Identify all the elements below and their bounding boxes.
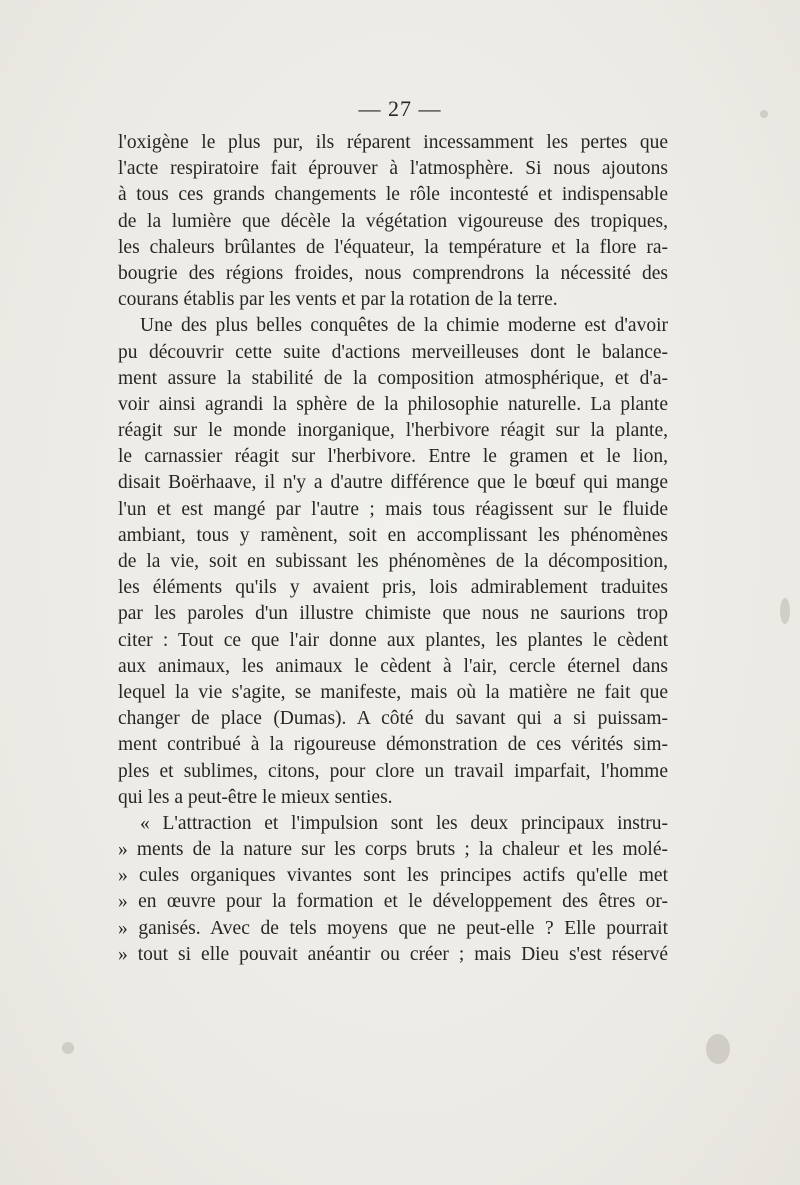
text-line: changer de place (Dumas). A côté du savant qui a si puissam- [118, 708, 668, 730]
paper-stain [780, 598, 790, 624]
text-line: citer : Tout ce que l'air donne aux plantes, les plantes le cèdent [118, 629, 668, 651]
text-line: de la vie, soit en subissant les phénomènes de la décomposition, [118, 551, 668, 572]
text-line: » en œuvre pour la formation et le développement des êtres or- [118, 891, 668, 913]
text-line: l'acte respiratoire fait éprouver à l'atmosphère. Si nous ajoutons [118, 158, 668, 180]
text-line: lequel la vie s'agite, se manifeste, mais où la matière ne fait que [118, 681, 668, 703]
text-line: » ments de la nature sur les corps bruts ; la chaleur et les molé- [118, 839, 668, 861]
text-line: ples et sublimes, citons, pour clore un travail imparfait, l'homme [118, 760, 668, 782]
text-line: « L'attraction et l'impulsion sont les deux principaux instru- [140, 812, 668, 834]
paper-stain [760, 110, 768, 118]
paper-stain [62, 1042, 74, 1054]
text-line: ambiant, tous y ramènent, soit en accomplissant les phénomènes [118, 524, 668, 546]
text-line: » tout si elle pouvait anéantir ou créer ; mais Dieu s'est réservé [118, 943, 668, 965]
text-line: disait Boërhaave, il n'y a d'autre différence que le bœuf qui mange [118, 472, 668, 494]
text-line: Une des plus belles conquêtes de la chimie moderne est d'avoir [140, 315, 668, 337]
text-line: » cules organiques vivantes sont les principes actifs qu'elle met [118, 865, 668, 887]
text-line: à tous ces grands changements le rôle incontesté et indispensable [118, 184, 668, 206]
text-line: bougrie des régions froides, nous comprendrons la nécessité des [118, 262, 668, 284]
text-line: les chaleurs brûlantes de l'équateur, la température et la flore ra- [118, 236, 668, 258]
text-line: courans établis par les vents et par la rotation de la terre. [118, 289, 558, 311]
text-line: ment contribué à la rigoureuse démonstration de ces vérités sim- [118, 734, 668, 756]
text-line: par les paroles d'un illustre chimiste que nous ne saurions trop [118, 603, 668, 625]
text-line: de la lumière que décèle la végétation vigoureuse des tropiques, [118, 210, 668, 232]
text-line: l'oxigène le plus pur, ils réparent incessamment les pertes que [118, 132, 668, 153]
text-line: le carnassier réagit sur l'herbivore. Entre le gramen et le lion, [118, 446, 668, 468]
text-line: pu découvrir cette suite d'actions merveilleuses dont le balance- [118, 341, 668, 363]
body-text [118, 130, 668, 968]
text-line: ment assure la stabilité de la composition atmosphérique, et d'a- [118, 367, 668, 389]
text-line: » ganisés. Avec de tels moyens que ne peut-elle ? Elle pourrait [118, 917, 668, 939]
text-line: l'un et est mangé par l'autre ; mais tous réagissent sur le fluide [118, 498, 668, 520]
text-line: voir ainsi agrandi la sphère de la philosophie naturelle. La plante [118, 393, 668, 415]
text-line: les éléments qu'ils y avaient pris, lois admirablement traduites [118, 577, 668, 599]
text-line: qui les a peut-être le mieux senties. [118, 786, 393, 808]
text-line: réagit sur le monde inorganique, l'herbivore réagit sur la plante, [118, 420, 668, 442]
text-line: aux animaux, les animaux le cèdent à l'air, cercle éternel dans [118, 655, 668, 677]
paper-stain [706, 1034, 730, 1064]
page-number: — 27 — [358, 96, 442, 121]
